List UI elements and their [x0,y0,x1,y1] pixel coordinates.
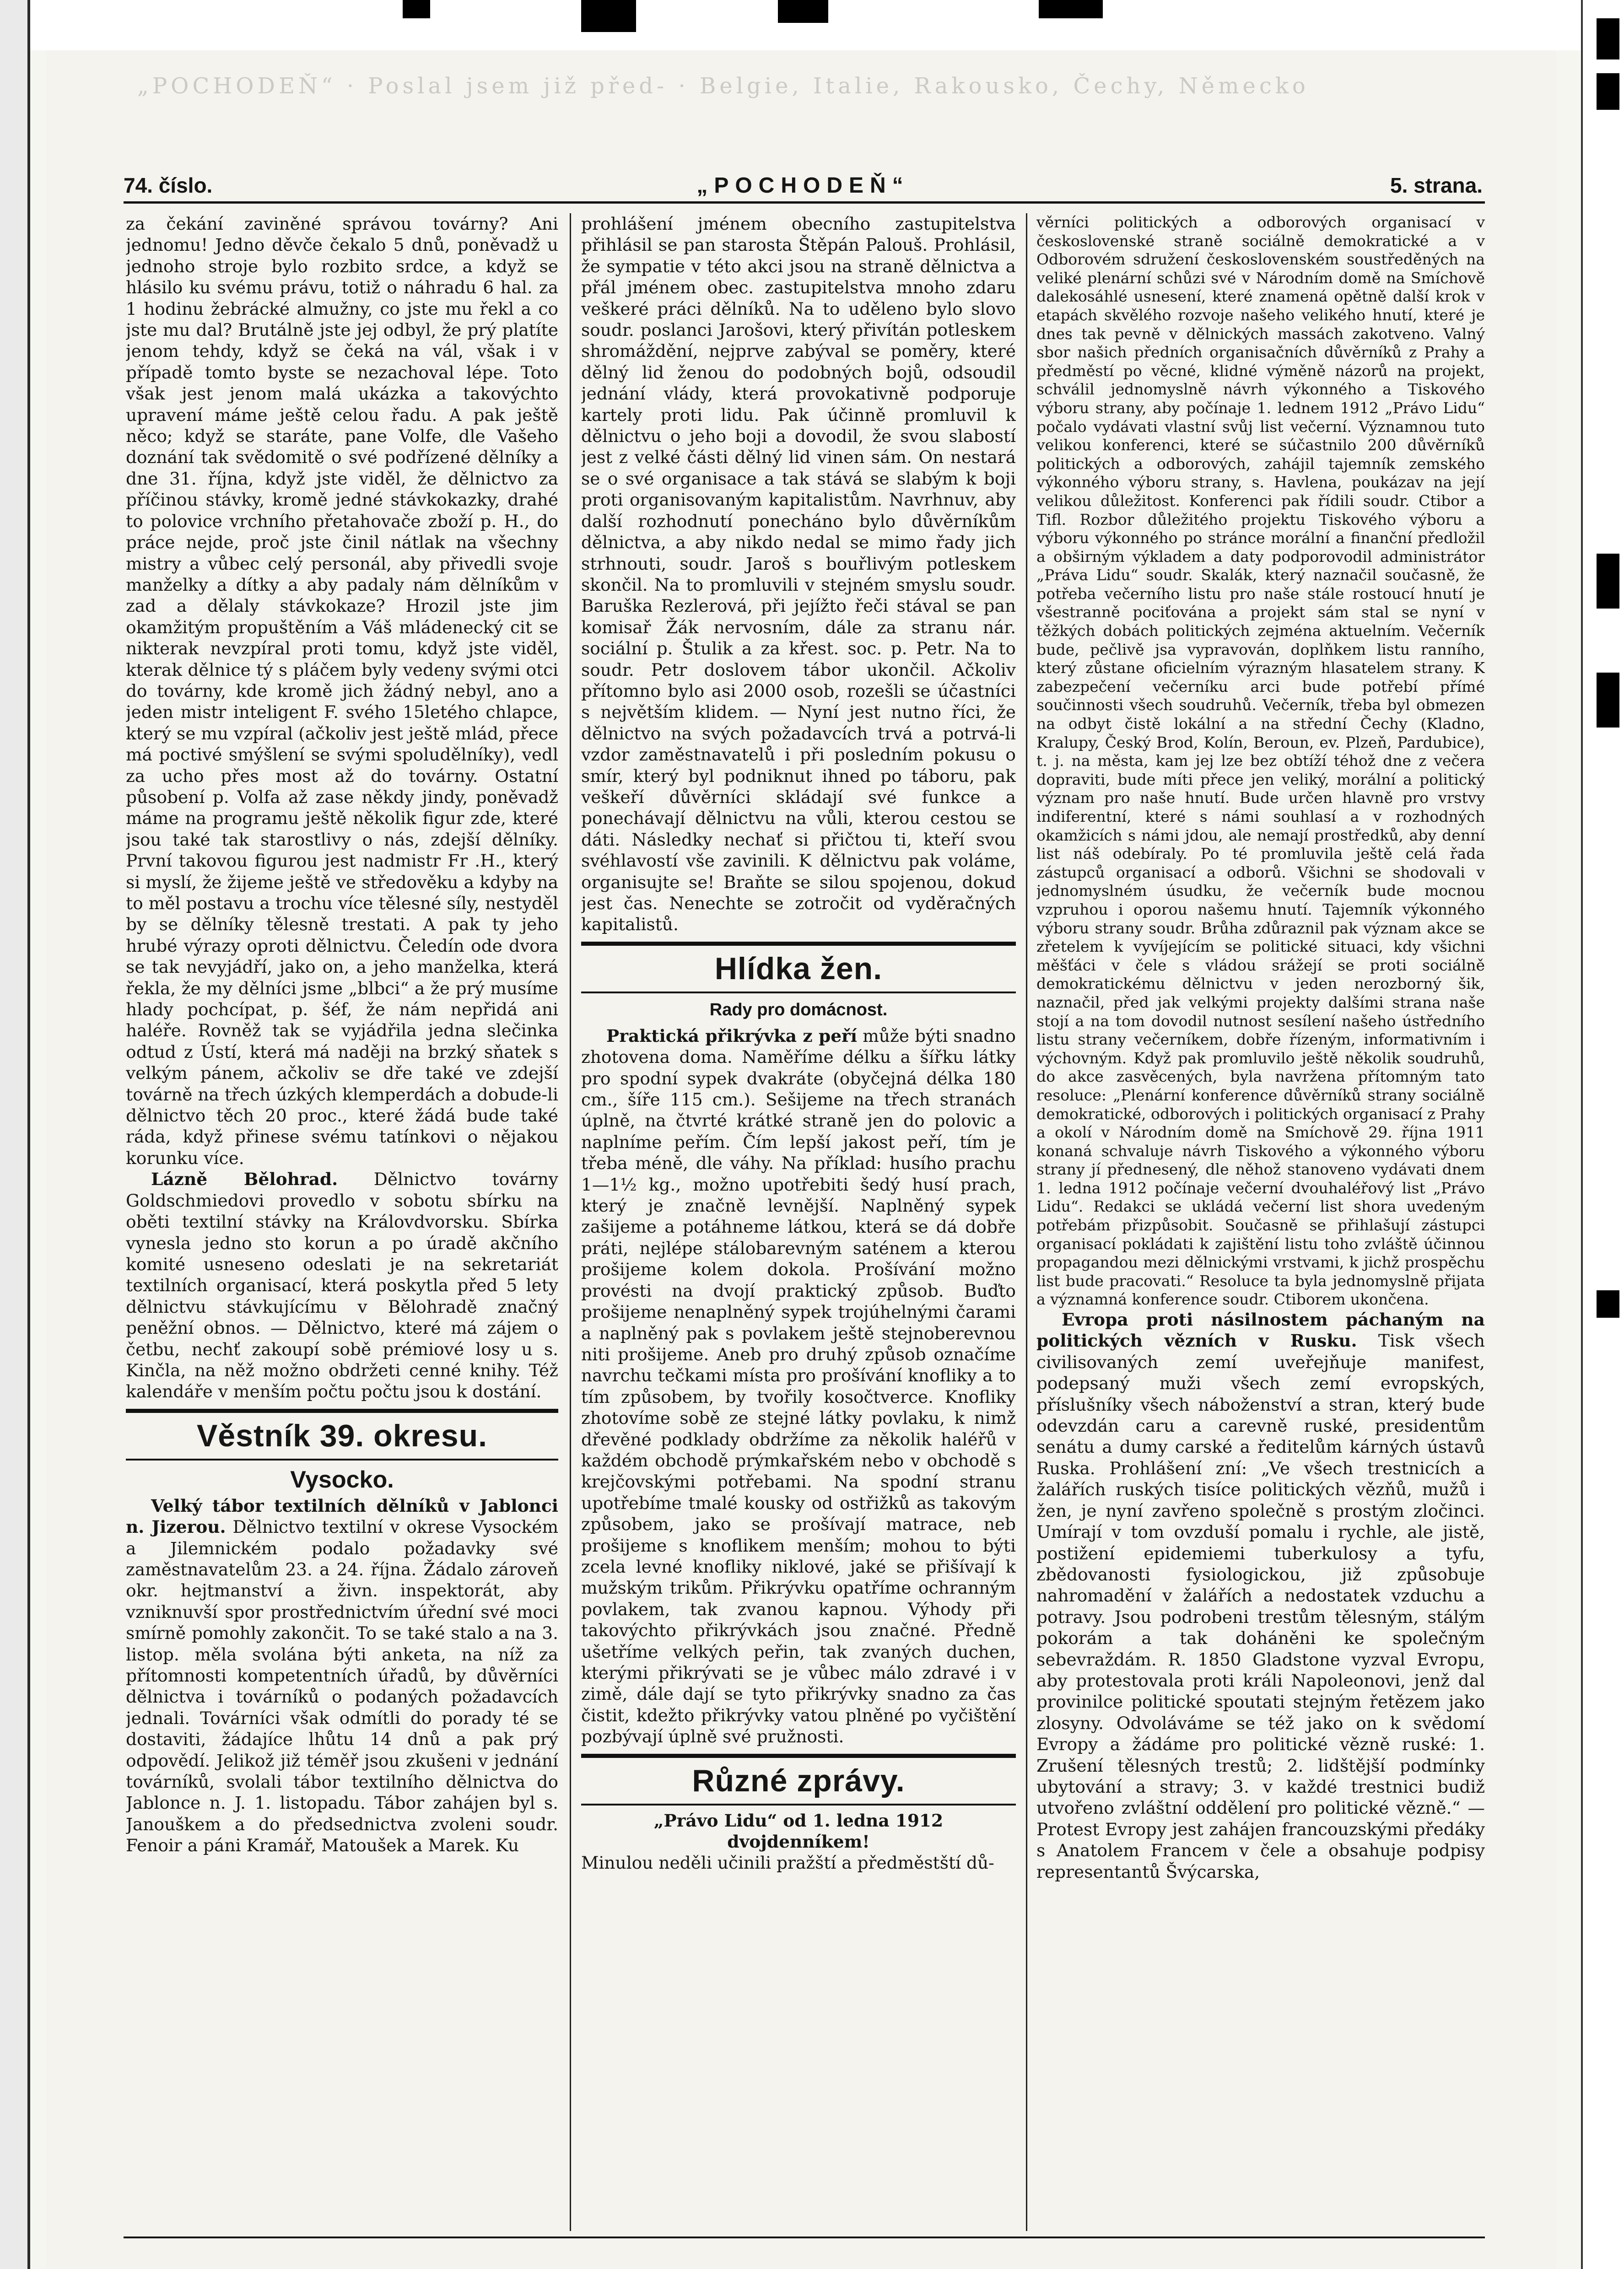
article-lead: Evropa proti násilnostem páchaným na politických vězních v Rusku. [1036,1310,1485,1351]
subsection-heading: Rady pro domácnost. [709,1000,888,1019]
column-separator [570,213,571,2231]
header-rule [124,201,1485,204]
section-heading: Hlídka žen. [581,942,1016,993]
article-paragraph: Minulou neděli učinili pražští a předměstští dů- [581,1853,994,1873]
column-separator [1026,213,1027,2231]
scan-artifact [1597,73,1619,110]
scan-frame-left [0,0,30,2269]
article-paragraph [126,1495,558,1856]
column-2 [581,213,1016,2226]
article-lead: „Právo Lidu“ od 1. ledna 1912 dvojdenníkem! [653,1810,944,1852]
article-paragraph [581,1025,1016,1747]
article-text: Tisk všech civilisovaných zemí uveřejňuje manifest, podepsaný muži všech zemí evropských, příslušníky všech náboženství a stran, který bude odevzdán caru a carevně ruské, presidentům senátu a dumy carské a ředitelům kárných ústavů Ruska. Prohlášení zní: „Ve všech trestnicích a žalářích ruských tisíce politických vězňů, mužů i žen, je nyní zavřeno společně s prostým zločinci. Umírají v tom ovzduší pomalu i rychle, ale jistě, postižení epidemiemi tuberkulosy a tyfu, zbědovanosti fysiologickou, již způsobuje nahromadění v žalářích a nedostatek vzduchu a potravy. Jsou podrobeni trestům tělesným, stálým pokorám a tak doháněni ke společným sebevraždám. R. 1850 Gladstone vyzval Evropu, aby protestovala proti králi Napoleonovi, jenž dal provinilce politické spoutati stejným řetězem jako zlosyny. Odvoláváme se též jako on k svědomí Evropy a žádáme pro politické vězně ruské: 1. Zrušení tělesných trestů; 2. lidštější podmínky ubytování a stravy; 3. v každé trestnici budiž utvořeno zvláštní oddělení pro politické vězně.“ — Protest Evropy jest zahájen francouzskými předáky s Anatolem Francem v čele a obsahuje podpisy representantů Švýcarska, [1036,1331,1485,1882]
article-text: může býti snadno zhotovena doma. Naměříme délku a šířku látky pro spodní sypek dvakráte (obyčejná délka 180 cm., šíře 115 cm.). Sešijeme na třech stranách úplně, na čtvrté krátké straně jen do polovic a naplníme peřím. Čím lepší jakost peří, tím je třeba méně, dle váhy. Na příklad: husího prachu 1—1½ kg., možno upotřebiti šedý husí prach, který je značně levnější. Naplněný sypek zašijeme a potáhneme látkou, která se dá dobře práti, nejlépe stálobarevným saténem a kterou prošijeme kolem dokola. Prošívání možno provésti na dvojí praktický způsob. Buďto prošijeme nenaplněný sypek trojúhelnými čarami a naplněný pak s povlakem ještě stejnoberevnou niti prošijeme. Aneb pro druhý způsob označíme navrchu tečkami místa pro prošívání knofliky a to tím způsobem, by tvořily kosočtverce. Knofliky zhotovíme sobě ze stejné látky povlaku, k nimž dřevěné podklady obdržíme za několik haléřů v každém obchodě prýmkařském nebo v obchodě s krejčovskými potřebami. Na spodní stranu upotřebíme tmalé kousky od ostřižků as takovým způsobem, jako se prošívají matrace, neb prošijeme s knoflikem menším; mohou to býti zcela levné knofliky niklové, jaké se přišívají k mužským trikům. Přikrývku opatříme ochranným povlakem, tak zvanou kapnou. Výhody při takovýchto přikrývkách jsou značné. Předně ušetříme velkých peřin, tak zvaných duchen, kterými přikrývati se je vůbec málo zdravé i v zimě, dále dají se tyto přikrývky snadno za čas čistit, kdežto přikrývky vatou plněné po vyčištění pozbývají úplně své pružnosti. [581,1025,1016,1747]
scan-artifact [778,0,828,23]
newspaper-title: „POCHODEŇ“ [696,173,910,198]
scan-artifact [581,0,636,32]
issue-number: 74. číslo. [124,173,213,197]
scan-artifact [1597,1290,1619,1318]
subsection-heading: Vysocko. [290,1466,394,1493]
scan-artifact [1597,673,1619,728]
article-text: Dělnictvo textilní v okrese Vysockém a Jilemnickém podalo požadavky své zaměstnavatelům 23. a 24. října. Žádalo zároveň okr. hejtmanství a živn. inspektorát, aby vzniknuvší spor prostřednictvím úřední své moci smírně pomohly zakončit. To se také stalo a na 3. listop. měla svolána býti anketa, na níž za přítomnosti kompetentních úřadů, by důvěrníci dělnictva i továrníků o podaných požadavcích jednali. Továrníci však odmítli do porady té se dostaviti, žádajíce lhůtu 14 dnů a pak prý odpovědí. Jelikož již téměř jsou zkušeni v jednání továrníků, svolali tábor textilního dělnictva do Jablonce n. J. 1. listopadu. Tábor zahájen byl s. Janouškem a do předsednictva zvoleni soudr. Fenoir a páni Kramář, Matoušek a Marek. Ku [126,1517,558,1856]
article-text: Dělnictvo továrny Goldschmiedovi provedlo v sobotu sbírku na oběti textilní stávky na Královdvorsku. Sbírka vynesla jedno sto korun a po úradě akčního komité usneseno odeslati je na sekretariát textilních organisací, která poskytla před 5 lety dělnictvu stávkujícímu v Bělohradě značný peněžní obnos. — Dělnictvo, které má zájem o četbu, nechť zakoupí sobě prémiové losy u s. Kinčla, na něž možno obdržeti cenné knihy. Též kalendáře v menším počtu počtu jsou k dostání. [126,1169,558,1402]
article-lead: Praktická přikrývka z peří [606,1025,858,1046]
column-1 [126,213,558,2226]
section-heading: Různé zprávy. [581,1754,1016,1805]
article-lead: Lázně Bělohrad. [151,1169,338,1190]
article-paragraph: prohlášení jménem obecního zastupitelstva přihlásil se pan starosta Štěpán Palouš. Prohlásil, že sympatie v této akci jsou na straně dělnictva a přál jménem obec. zastupitelstva mnoho zdaru veškeré práci dělníků. Na to uděleno bylo slovo soudr. poslanci Jarošovi, který přivítán potleskem shromáždění, nejprve zabýval se poměry, které dělný lid ženou do podobných bojů, odsoudil jednání vlády, která provokativně podporuje kartely proti lidu. Pak účinně promluvil k dělnictvu o jeho boji a dovodil, že svou slabostí jest z velké části dělný lid vinen sám. On nestará se o své organisace a tak stává se slabým k boji proti organisovaným kapitalistům. Navrhnuv, aby další rozhodnutí ponecháno bylo důvěrníkům dělnictva, a aby nikdo nedal se mimo řady jich strhnouti, soudr. Jaroš s bouřlivým potleskem skončil. Na to promluvili v stejném smyslu soudr. Baruška Rezlerová, při jejížto řeči stával se pan komisař Žák nervosním, dále za stranu nár. sociální p. Štulik a za křest. soc. p. Petr. Na to soudr. Petr doslovem tábor ukončil. Ačkoliv přítomno bylo asi 2000 osob, rozešli se účastníci s největším klidem. — Nyní jest nutno říci, že dělnictvo na svých požadavcích trvá a potrvá-li vzdor zaměstnavatelů i při posledním pokusu o smír, který byl podniknut ihned po táboru, pak veškeří důvěrníci skládají své funkce a ponechávají dělnictvu na vůli, kterou cestou se dáti. Následky nechať si přičtou ti, kteří svou svéhlavostí vše zavinili. K dělnictvu pak voláme, organisujte se! Braňte se silou spojenou, dokud jest čas. Nenechte se zotročit od vyděračných kapitalistů. [581,214,1016,935]
footer-rule [124,2237,1485,2238]
column-3 [1036,213,1485,2226]
page-number: 5. strana. [1390,173,1483,197]
article-paragraph: věrníci politických a odborových organisací v československé straně sociálně demokratické a v Odborovém sdružení československém soustředěných na veliké plenární schůzi své v Národním domě na Smíchově dalekosáhlé usnesení, které znamená opětně další krok v etapách skvělého rozvoje našeho velikého hnutí, které je dnes tak pevně v dělnických massách zakotveno. Valný sbor našich předních organisačních důvěrníků z Prahy a předměstí po věcné, klidné výměně názorů na projekt, schválil jednomyslně návrh výkonného a Tiskového výboru strany, aby počínaje 1. lednem 1912 „Právo Lidu“ počalo vydávati vlastní svůj list večerní. Významnou tuto velikou konferenci, které se súčastnilo 200 důvěrníků politických a odborových, zahájil tajemník zemského výkonného výboru strany, s. Havlena, poukázav na její velikou důležitost. Konferenci pak řídili soudr. Ctibor a Tifl. Rozbor důležitého projektu Tiskového výboru a výboru výkonného po stránce morální a finanční předložil a obširným výkladem a daty podporovodil administrátor „Práva Lidu“ soudr. Skalák, který naznačil současně, že potřeba večerního listu pro naše stále rostoucí hnutí je všestranně pociťována a projekt sám stal se nyní v těžkých dobách politických zejména aktuelním. Večerník bude, pečlivě jsa vypravován, doplňkem listu ranního, který zůstane oficielním výrazným hlasatelem strany. K zabezpečení večerníku arci bude potřebí přímé součinnosti všech soudruhů. Večerník, třeba byl obmezen na odbyt čistě lokální a na střední Čechy (Kladno, Kralupy, Český Brod, Kolín, Beroun, ev. Plzeň, Pardubice), t. j. na města, kam jej lze bez obtíží téhož dne z večera dopraviti, bude míti přece jen veliký, morální a politický význam pro naše hnutí. Bude určen hlavně pro vrstvy indiferentní, které s námi souhlasí a v rozhodných okamžicích s námi jdou, ale nemají prostředků, aby denní list náš odebíraly. Po té promluvila ještě celá řada zástupců organisací a odborů. Všichni se shodovali v jednomyslném úsudku, že večerník bude mocnou vzpruhou i oporou našemu hnutí. Tajemník výkonného výboru strany soudr. Brůha zdůraznil pak význam akce se zřetelem k vyvíjejícím se politické situaci, kdy všichni měšťáci v čele s vládou srážejí se proti sociálně demokratickému dělnictvu v jeden nerozborný šik, naznačil, před jak velkými projekty dalšími strana naše stojí a na tom dovodil nutnost sesílení našeho ústředního listu strany večerníkem, dobře řízeným, informativním i výchovným. Když pak promluvilo ještě několik soudruhů, do akce zasvěcených, byla navržena přítomným tato resoluce: „Plenární konference důvěrníků strany sociálně demokratické, odborových i politických organisací z Prahy a okolí v Národním domě na Smíchově 29. října 1911 konaná schvaluje návrh Tiskového a výkonného výboru strany jí přednesený, dle něhož stanoveno vydávati dnem 1. ledna 1912 počínaje večerní dvouhaléřový list „Právo Lidu“. Redakci se ukládá večerní list shora uvedeným potřebám přizpůsobit. Současně se přihlašují zástupci organisací pokládati k zajištění listu toho zvláště účinnou propagandou mezi dělnickými vrstvami, k jichž prospěchu list bude pracovati.“ Resoluce ta byla jednomyslně přijata a významná konference soudr. Ctiborem ukončena. [1036,213,1485,1309]
scanner-margin [0,0,1624,50]
scan-artifact [1597,18,1619,59]
scan-frame-right [1581,0,1624,2269]
article-paragraph [1036,1309,1485,1882]
bleed-through-text: „POCHODEŇ“ · Poslal jsem již před- · Belgie, Italie, Rakousko, Čechy, Německo [137,73,1309,99]
section-heading: Věstník 39. okresu. [126,1409,558,1461]
scan-artifact [1597,554,1619,609]
article-paragraph: za čekání zaviněné správou továrny? Ani jednomu! Jedno děvče čekalo 5 dnů, poněvadž u jednoho stroje bylo rozbito srdce, a když se hlásilo ku svému právu, totiž o náhradu 6 hal. za 1 hodinu žebrácké almužny, co jste mu řekl a co jste mu dal? Brutálně jste jej odbyl, že prý platíte jenom tehdy, když se čeká na vál, však i v případě tomto byste se nezachoval lépe. Toto však jest jenom malá ukázka a takovýchto upravení máme ještě celou řadu. A pak ještě něco; když se staráte, pane Volfe, dle Vašeho doznání tak svědomitě o své podřízené dělníky a dne 31. října, když jste viděl, že dělnictvo za příčinou stávky, kromě jedné stávkokazky, drahé to polovice vrchního přetahovače zboží p. H., do práce nejde, proč jste činil nátlak na všechny mistry a vůbec celý personál, aby přivedli svoje manželky a dítky a aby padaly nám dělníkům v zad a dělaly stávkokaze? Hrozil jste jim okamžitým propuštěním a Váš mládenecký cit se nikterak nevzpíral proti tomu, když jste viděl, kterak dělnice tý s pláčem byly vedeny svými otci do továrny, kde kromě jich žádný nebyl, ano a jeden mistr inteligent F. svého 15letého chlapce, který se mu vzpíral (ačkoliv jest ještě mlád, přece má poctivé smýšlení se svými spoludělníky), vedl za ucho přes most až do továrny. Ostatní působení p. Volfa až zase někdy jindy, poněvadž máme na programu ještě několik figur zde, které jsou také tak starostlivy o nás, zdejší dělníky. První takovou figurou jest nadmistr Fr .H., který si myslí, že žijeme ještě ve středověku a kdyby na to měl postavu a trochu více tělesné síly, nestyděl by se dělníky tělesně trestati. A pak ty jeho hrubé výrazy oproti dělnictvu. Čeledín ode dvora se tak nevyjádří, jako on, a jeho manželka, která řekla, že my dělníci jsme „blbci“ a že prý musíme hlady pochcípat, p. šéf, že nám nepřidá ani haléře. Rovněž tak se vyjádřila jedna slečinka odtud z Ústí, která má naději na brzký sňatek s velkým pánem, ačkoliv se dře také ve zdejší továrně na třech úzkých klemperdách a dobude-li dělnictvo těch 20 proc., které žádá bude také ráda, když přinese svému tatínkovi o nějakou korunku více. [126,214,558,1168]
scan-artifact [403,0,430,18]
scan-artifact [1039,0,1103,18]
article-lead: Velký tábor textilních dělníků v Jablonci n. Jizerou. [126,1495,558,1537]
article-paragraph [126,1169,558,1402]
